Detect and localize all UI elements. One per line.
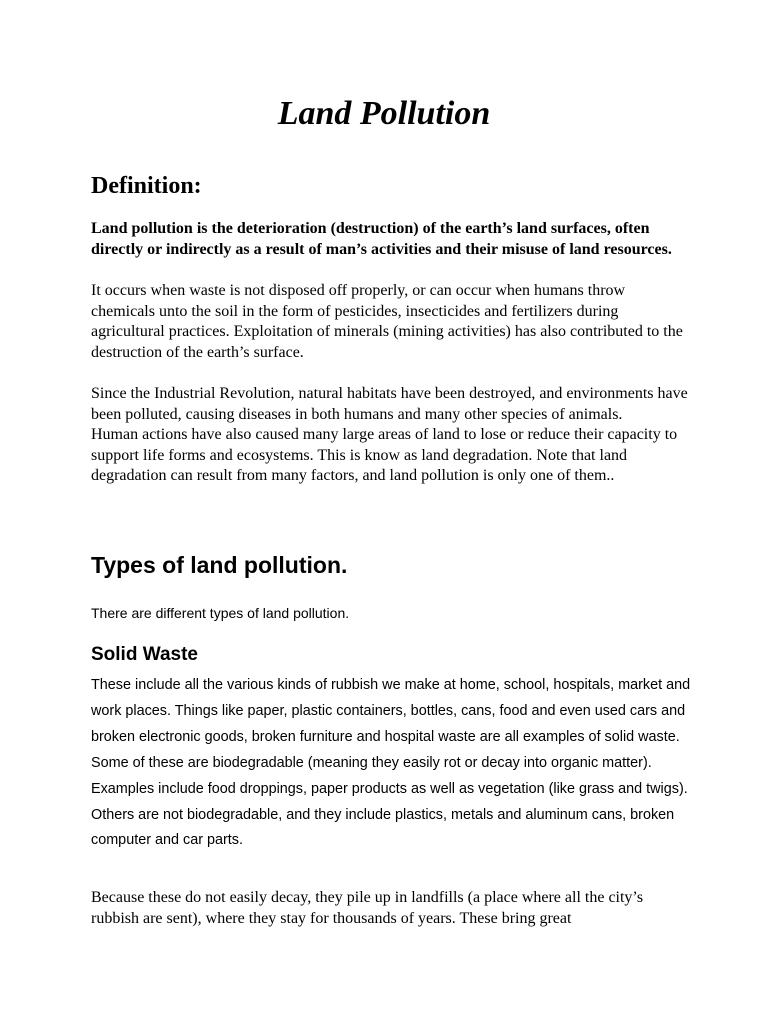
revolution-section xyxy=(91,384,691,487)
decay-section xyxy=(91,888,691,929)
types-heading: Types of land pollution. xyxy=(91,552,348,578)
definition-bold-text: Land pollution is the deterioration (destruction) of the earth’s land surfaces, often directly or indirectly as a result of man’s activities and their misuse of land resources. xyxy=(91,220,672,258)
document-title: Land Pollution xyxy=(277,95,491,132)
definition-body-paragraph xyxy=(91,281,691,363)
solid-waste-paragraph: These include all the various kinds of rubbish we make at home, school, hospitals, market and work places. Things like paper, plastic containers, bottles, cans, food and even used cars and broken electronic goods, broken furniture and hospital waste are all examples of solid waste. Some of these are biodegradable (meaning they easily rot or decay into organic matter). Examples include food droppings, paper products as well as vegetation (like grass and twigs). Others are not biodegradable, and they include plastics, metals and aluminum cans, broken computer and car parts. xyxy=(91,677,691,849)
definition-bold-paragraph xyxy=(91,219,691,260)
decay-paragraph: Because these do not easily decay, they pile up in landfills (a place where all the city’s rubbish are sent), where they stay for thousands of years. These bring great xyxy=(91,889,644,927)
solid-waste-heading: Solid Waste xyxy=(91,644,198,665)
industrial-paragraph: Since the Industrial Revolution, natural habitats have been destroyed, and environments have been polluted, causing diseases in both humans and many other species of animals. xyxy=(91,385,688,423)
degradation-paragraph: Human actions have also caused many large areas of land to lose or reduce their capacity to support life forms and ecosystems. This is know as land degradation. Note that land degradation can result from many factors, and land pollution is only one of them.. xyxy=(91,426,678,485)
definition-heading: Definition: xyxy=(91,173,202,199)
definition-body-text: It occurs when waste is not disposed off properly, or can occur when humans throw chemicals unto the soil in the form of pesticides, insecticides and fertilizers during agricultural practices. Exploitation of minerals (mining activities) has also contributed to the destruction of the earth’s surface. xyxy=(91,282,683,361)
types-intro: There are different types of land pollution. xyxy=(91,605,350,621)
